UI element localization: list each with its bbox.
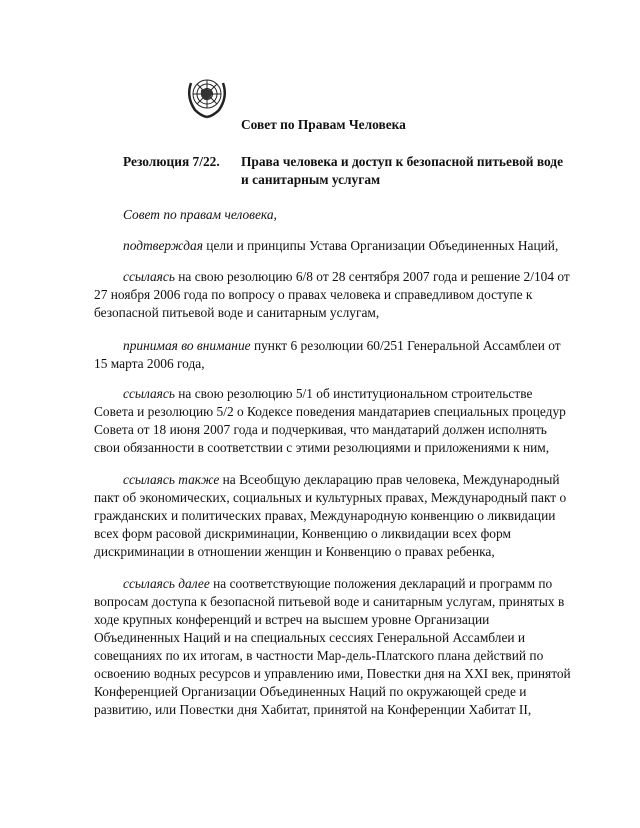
paragraph-text: на соответствующие положения деклараций и программ по xyxy=(209,576,553,591)
paragraph-text: всех форм расовой дискриминации, Конвенцию о ликвидации всех форм xyxy=(94,526,511,541)
paragraph-text: гражданских и политических правах, Международную конвенцию о ликвидации xyxy=(94,508,556,523)
paragraph-text: пункт 6 резолюции 60/251 Генеральной Ассамблеи от xyxy=(250,338,561,353)
resolution-title-line: и санитарным услугам xyxy=(241,172,381,187)
paragraph-text: развитию, или Повестки дня Хабитат, принятой на Конференции Хабитат II, xyxy=(94,702,532,717)
paragraph-line xyxy=(94,683,526,701)
paragraph-first-line xyxy=(123,337,561,355)
paragraph-text: совещаниях по их итогам, в частности Мар-дель-Платского плана действий по xyxy=(94,648,544,663)
paragraph-text: 27 ноября 2006 года по вопросу о правах человека и справедливом доступе к xyxy=(94,287,533,302)
paragraph-line xyxy=(94,543,495,561)
paragraph-text: на свою резолюцию 5/1 об институциональном строительстве xyxy=(174,386,533,401)
paragraph-text: Совета от 18 июня 2007 года и подчеркивая, что мандатарий должен исполнять xyxy=(94,422,547,437)
paragraph-text: Конференцией Организации Объединенных Наций по окружающей среде и xyxy=(94,684,527,699)
paragraph-text: цели и принципы Устава Организации Объединенных Наций, xyxy=(202,238,559,253)
paragraph-line xyxy=(94,611,489,629)
paragraph-lead-phrase: принимая во внимание xyxy=(123,338,251,353)
paragraph-line xyxy=(94,593,564,611)
resolution-title-line: Права человека и доступ к безопасной питьевой воде xyxy=(241,154,564,169)
paragraph-line xyxy=(94,701,531,719)
paragraph-first-line xyxy=(123,575,552,593)
paragraph-text: ходе крупных конференций и встреч на высшем уровне Организации xyxy=(94,612,490,627)
paragraph-first-line xyxy=(123,471,560,489)
paragraph-text: дискриминации в отношении женщин и Конвенцию о правах ребенка, xyxy=(94,544,495,559)
paragraph-line xyxy=(94,629,525,647)
paragraph-lead-phrase: ссылаясь далее xyxy=(123,576,210,591)
paragraph-line xyxy=(94,489,566,507)
paragraph-lead-phrase: подтверждая xyxy=(123,238,203,253)
paragraph-line xyxy=(94,665,571,683)
paragraph-text: вопросам доступа к безопасной питьевой воде и санитарным услугам, принятых в xyxy=(94,594,565,609)
paragraph-line xyxy=(94,507,555,525)
paragraph-first-line xyxy=(123,268,570,286)
paragraph-line xyxy=(94,355,205,373)
paragraph-line xyxy=(94,403,566,421)
paragraph-line xyxy=(94,421,547,439)
paragraph-line xyxy=(94,304,379,322)
paragraph-text: на свою резолюцию 6/8 от 28 сентября 2007 года и решение 2/104 от xyxy=(174,269,570,284)
paragraph-line xyxy=(94,439,549,457)
paragraph-text: освоению водных ресурсов и управлению ими, Повестки дня на XXI век, принятой xyxy=(94,666,571,681)
paragraph-text: 15 марта 2006 года, xyxy=(94,356,205,371)
paragraph-text: Объединенных Наций и на специальных сессиях Генеральной Ассамблеи и xyxy=(94,630,526,645)
paragraph-line xyxy=(94,286,532,304)
preamble: Совет по правам человека, xyxy=(123,207,277,222)
paragraph-text: Совета и резолюцию 5/2 о Кодексе поведения мандатариев специальных процедур xyxy=(94,404,566,419)
paragraph-text: свои обязанности в соответствии с этими резолюциями и приложениями к ним, xyxy=(94,440,550,455)
paragraph-line xyxy=(94,647,543,665)
paragraph-text: безопасной питьевой воде и санитарным услугам, xyxy=(94,305,380,320)
paragraph-first-line xyxy=(123,237,558,255)
paragraph-text: пакт об экономических, социальных и культурных правах, Международный пакт о xyxy=(94,490,567,505)
paragraph-lead-phrase: ссылаясь xyxy=(123,269,175,284)
paragraph-lead-phrase: ссылаясь также xyxy=(123,472,220,487)
un-emblem-icon xyxy=(183,73,231,119)
paragraph-first-line xyxy=(123,385,532,403)
paragraph-lead-phrase: ссылаясь xyxy=(123,386,175,401)
paragraph-line xyxy=(94,525,511,543)
council-title: Совет по Правам Человека xyxy=(241,117,406,132)
paragraph-text: на Всеобщую декларацию прав человека, Международный xyxy=(219,472,560,487)
resolution-number: Резолюция 7/22. xyxy=(123,154,220,169)
